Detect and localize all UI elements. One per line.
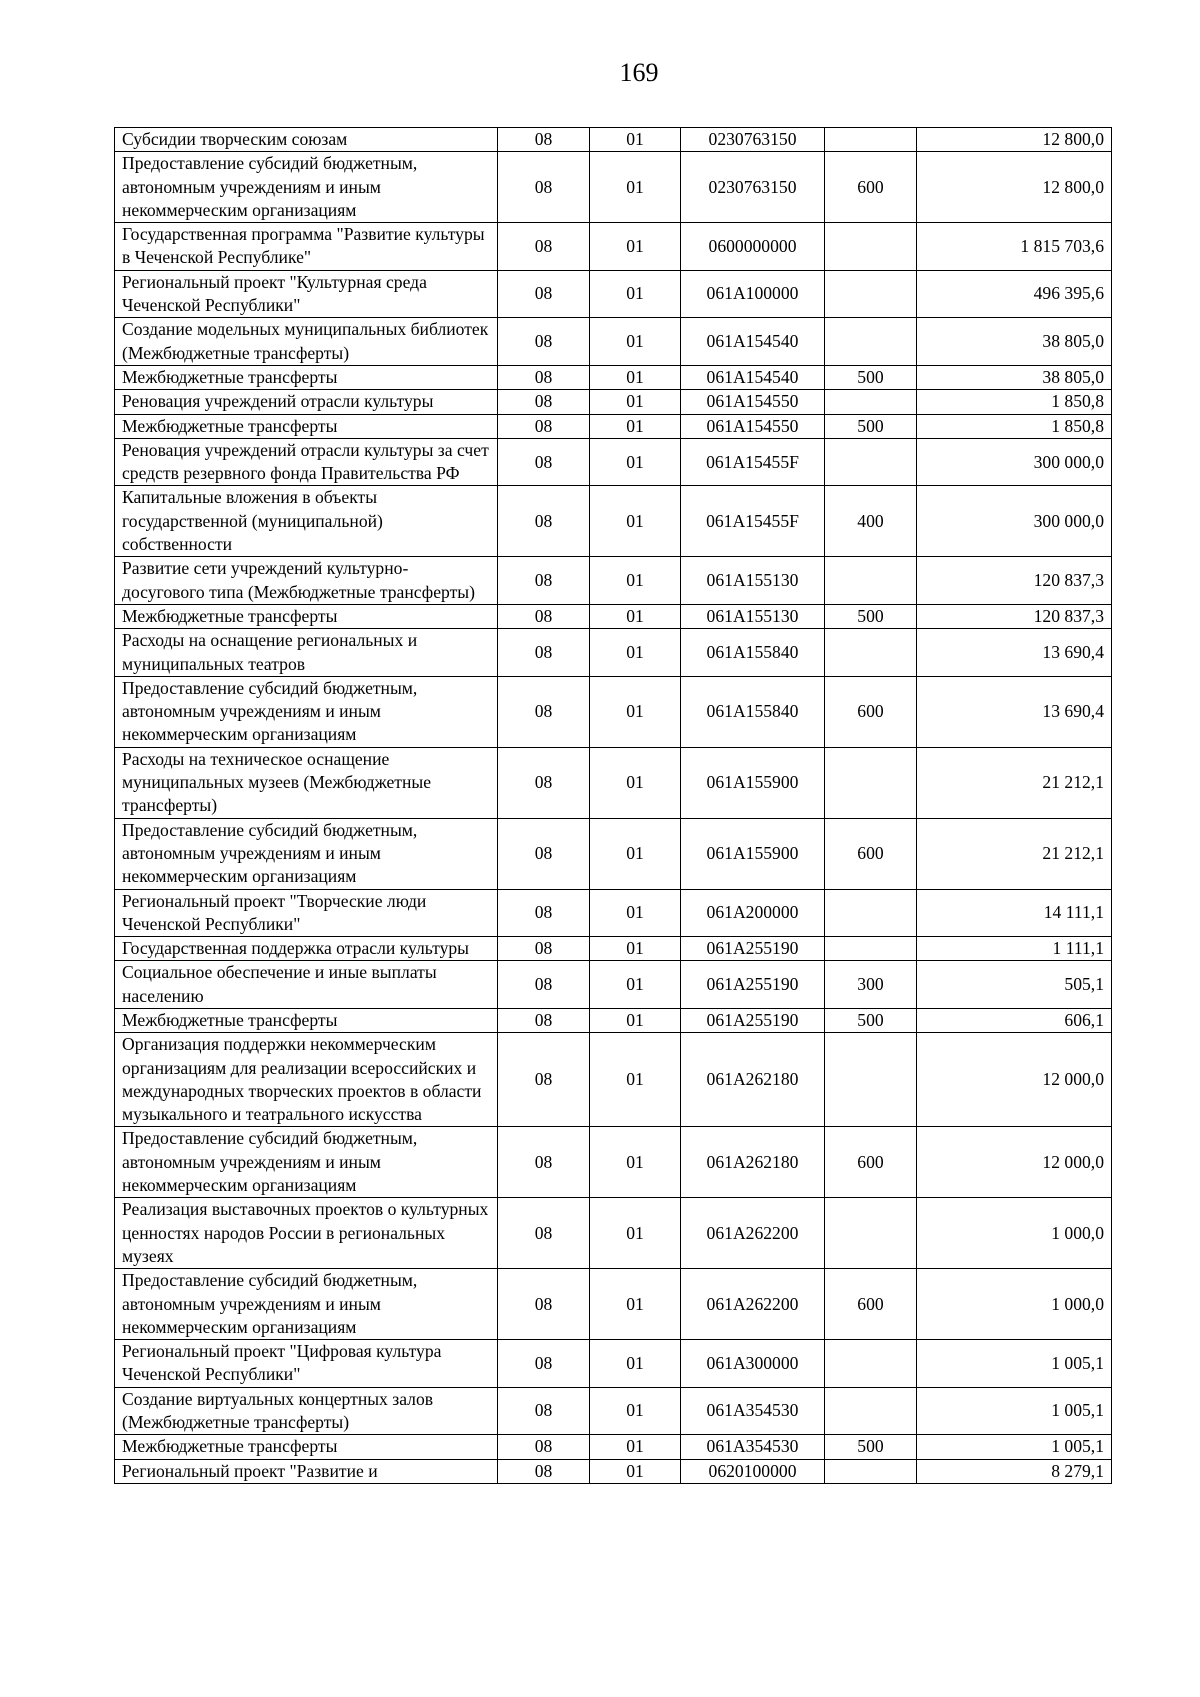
table-row bbox=[115, 629, 1112, 677]
subsection-code: 01 bbox=[590, 1459, 681, 1483]
expense-type-code: 600 bbox=[825, 676, 917, 747]
target-article-code: 061A155900 bbox=[681, 747, 825, 818]
target-article-code: 061A300000 bbox=[681, 1340, 825, 1388]
target-article-code: 061A154540 bbox=[681, 365, 825, 389]
expense-type-code: 600 bbox=[825, 152, 917, 223]
item-name: Государственная программа "Развитие культуры в Чеченской Республике" bbox=[115, 223, 498, 271]
item-name: Развитие сети учреждений культурно-досугового типа (Межбюджетные трансферты) bbox=[115, 557, 498, 605]
expense-type-code: 600 bbox=[825, 1127, 917, 1198]
subsection-code: 01 bbox=[590, 486, 681, 557]
item-name: Региональный проект "Цифровая культура Чеченской Республики" bbox=[115, 1340, 498, 1388]
table-row bbox=[115, 270, 1112, 318]
target-article-code: 061A354530 bbox=[681, 1387, 825, 1435]
target-article-code: 061A255190 bbox=[681, 961, 825, 1009]
table-row bbox=[115, 961, 1112, 1009]
table-row bbox=[115, 152, 1112, 223]
target-article-code: 061A155840 bbox=[681, 676, 825, 747]
section-code: 08 bbox=[498, 365, 590, 389]
table-row bbox=[115, 1127, 1112, 1198]
item-name: Капитальные вложения в объекты государственной (муниципальной) собственности bbox=[115, 486, 498, 557]
amount: 14 111,1 bbox=[917, 889, 1112, 937]
subsection-code: 01 bbox=[590, 557, 681, 605]
target-article-code: 061A100000 bbox=[681, 270, 825, 318]
subsection-code: 01 bbox=[590, 152, 681, 223]
target-article-code: 061A262200 bbox=[681, 1269, 825, 1340]
amount: 12 800,0 bbox=[917, 152, 1112, 223]
amount: 1 005,1 bbox=[917, 1340, 1112, 1388]
amount: 8 279,1 bbox=[917, 1459, 1112, 1483]
table-row bbox=[115, 486, 1112, 557]
section-code: 08 bbox=[498, 1435, 590, 1459]
expense-type-code bbox=[825, 937, 917, 961]
subsection-code: 01 bbox=[590, 937, 681, 961]
amount: 1 000,0 bbox=[917, 1269, 1112, 1340]
item-name: Реновация учреждений отрасли культуры bbox=[115, 390, 498, 414]
target-article-code: 061A262180 bbox=[681, 1127, 825, 1198]
table-row bbox=[115, 1269, 1112, 1340]
item-name: Создание виртуальных концертных залов (Межбюджетные трансферты) bbox=[115, 1387, 498, 1435]
section-code: 08 bbox=[498, 1340, 590, 1388]
page-number: 169 bbox=[619, 58, 659, 87]
subsection-code: 01 bbox=[590, 1127, 681, 1198]
subsection-code: 01 bbox=[590, 365, 681, 389]
expense-type-code: 500 bbox=[825, 1435, 917, 1459]
item-name: Предоставление субсидий бюджетным, автономным учреждениям и иным некоммерческим организациям bbox=[115, 1127, 498, 1198]
target-article-code: 061A154540 bbox=[681, 318, 825, 366]
table-row bbox=[115, 818, 1112, 889]
item-name: Региональный проект "Культурная среда Чеченской Республики" bbox=[115, 270, 498, 318]
amount: 606,1 bbox=[917, 1008, 1112, 1032]
amount: 13 690,4 bbox=[917, 629, 1112, 677]
expense-type-code bbox=[825, 629, 917, 677]
amount: 38 805,0 bbox=[917, 365, 1112, 389]
target-article-code: 0620100000 bbox=[681, 1459, 825, 1483]
subsection-code: 01 bbox=[590, 818, 681, 889]
section-code: 08 bbox=[498, 1008, 590, 1032]
amount: 38 805,0 bbox=[917, 318, 1112, 366]
amount: 1 005,1 bbox=[917, 1435, 1112, 1459]
item-name: Социальное обеспечение и иные выплаты населению bbox=[115, 961, 498, 1009]
item-name: Межбюджетные трансферты bbox=[115, 365, 498, 389]
item-name: Создание модельных муниципальных библиотек (Межбюджетные трансферты) bbox=[115, 318, 498, 366]
target-article-code: 061A255190 bbox=[681, 1008, 825, 1032]
subsection-code: 01 bbox=[590, 1033, 681, 1127]
amount: 300 000,0 bbox=[917, 486, 1112, 557]
expense-type-code bbox=[825, 223, 917, 271]
table-row bbox=[115, 889, 1112, 937]
table-row bbox=[115, 1435, 1112, 1459]
table-row bbox=[115, 1033, 1112, 1127]
expense-type-code bbox=[825, 1198, 917, 1269]
expense-type-code bbox=[825, 1033, 917, 1127]
section-code: 08 bbox=[498, 414, 590, 438]
table-row bbox=[115, 1198, 1112, 1269]
target-article-code: 061A155130 bbox=[681, 557, 825, 605]
item-name: Расходы на оснащение региональных и муниципальных театров bbox=[115, 629, 498, 677]
section-code: 08 bbox=[498, 889, 590, 937]
expense-type-code: 400 bbox=[825, 486, 917, 557]
amount: 1 850,8 bbox=[917, 414, 1112, 438]
subsection-code: 01 bbox=[590, 318, 681, 366]
expense-type-code bbox=[825, 318, 917, 366]
section-code: 08 bbox=[498, 1269, 590, 1340]
subsection-code: 01 bbox=[590, 889, 681, 937]
table-row bbox=[115, 1459, 1112, 1483]
amount: 496 395,6 bbox=[917, 270, 1112, 318]
section-code: 08 bbox=[498, 1127, 590, 1198]
item-name: Субсидии творческим союзам bbox=[115, 128, 498, 152]
subsection-code: 01 bbox=[590, 390, 681, 414]
target-article-code: 061A15455F bbox=[681, 438, 825, 486]
subsection-code: 01 bbox=[590, 1340, 681, 1388]
table-row bbox=[115, 318, 1112, 366]
section-code: 08 bbox=[498, 937, 590, 961]
subsection-code: 01 bbox=[590, 747, 681, 818]
expense-type-code: 500 bbox=[825, 414, 917, 438]
amount: 120 837,3 bbox=[917, 557, 1112, 605]
subsection-code: 01 bbox=[590, 1198, 681, 1269]
section-code: 08 bbox=[498, 390, 590, 414]
table-row bbox=[115, 676, 1112, 747]
item-name: Межбюджетные трансферты bbox=[115, 604, 498, 628]
item-name: Межбюджетные трансферты bbox=[115, 414, 498, 438]
section-code: 08 bbox=[498, 223, 590, 271]
target-article-code: 061A155900 bbox=[681, 818, 825, 889]
section-code: 08 bbox=[498, 270, 590, 318]
target-article-code: 061A200000 bbox=[681, 889, 825, 937]
section-code: 08 bbox=[498, 676, 590, 747]
subsection-code: 01 bbox=[590, 438, 681, 486]
amount: 21 212,1 bbox=[917, 747, 1112, 818]
amount: 505,1 bbox=[917, 961, 1112, 1009]
amount: 12 000,0 bbox=[917, 1033, 1112, 1127]
table-row bbox=[115, 414, 1112, 438]
section-code: 08 bbox=[498, 961, 590, 1009]
expense-type-code: 500 bbox=[825, 1008, 917, 1032]
item-name: Государственная поддержка отрасли культуры bbox=[115, 937, 498, 961]
section-code: 08 bbox=[498, 604, 590, 628]
table-row bbox=[115, 747, 1112, 818]
amount: 120 837,3 bbox=[917, 604, 1112, 628]
expense-type-code: 500 bbox=[825, 365, 917, 389]
amount: 1 815 703,6 bbox=[917, 223, 1112, 271]
subsection-code: 01 bbox=[590, 223, 681, 271]
table-row bbox=[115, 1387, 1112, 1435]
target-article-code: 061A154550 bbox=[681, 414, 825, 438]
target-article-code: 0230763150 bbox=[681, 128, 825, 152]
table-row bbox=[115, 390, 1112, 414]
item-name: Предоставление субсидий бюджетным, автономным учреждениям и иным некоммерческим организациям bbox=[115, 1269, 498, 1340]
item-name: Расходы на техническое оснащение муниципальных музеев (Межбюджетные трансферты) bbox=[115, 747, 498, 818]
item-name: Межбюджетные трансферты bbox=[115, 1435, 498, 1459]
subsection-code: 01 bbox=[590, 414, 681, 438]
subsection-code: 01 bbox=[590, 1008, 681, 1032]
target-article-code: 061A354530 bbox=[681, 1435, 825, 1459]
section-code: 08 bbox=[498, 1387, 590, 1435]
section-code: 08 bbox=[498, 438, 590, 486]
subsection-code: 01 bbox=[590, 961, 681, 1009]
table-row bbox=[115, 438, 1112, 486]
expense-type-code bbox=[825, 128, 917, 152]
section-code: 08 bbox=[498, 629, 590, 677]
expense-type-code: 600 bbox=[825, 1269, 917, 1340]
table-row bbox=[115, 1008, 1112, 1032]
table-row bbox=[115, 937, 1112, 961]
subsection-code: 01 bbox=[590, 1269, 681, 1340]
subsection-code: 01 bbox=[590, 128, 681, 152]
amount: 21 212,1 bbox=[917, 818, 1112, 889]
target-article-code: 061A262180 bbox=[681, 1033, 825, 1127]
section-code: 08 bbox=[498, 747, 590, 818]
expense-type-code bbox=[825, 747, 917, 818]
expense-type-code bbox=[825, 1340, 917, 1388]
table-row bbox=[115, 1340, 1112, 1388]
subsection-code: 01 bbox=[590, 604, 681, 628]
target-article-code: 061A262200 bbox=[681, 1198, 825, 1269]
item-name: Межбюджетные трансферты bbox=[115, 1008, 498, 1032]
expense-type-code bbox=[825, 438, 917, 486]
section-code: 08 bbox=[498, 486, 590, 557]
item-name: Региональный проект "Развитие и bbox=[115, 1459, 498, 1483]
item-name: Предоставление субсидий бюджетным, автономным учреждениям и иным некоммерческим организациям bbox=[115, 676, 498, 747]
section-code: 08 bbox=[498, 318, 590, 366]
table-row bbox=[115, 604, 1112, 628]
subsection-code: 01 bbox=[590, 270, 681, 318]
expense-type-code: 300 bbox=[825, 961, 917, 1009]
subsection-code: 01 bbox=[590, 676, 681, 747]
amount: 12 800,0 bbox=[917, 128, 1112, 152]
section-code: 08 bbox=[498, 1459, 590, 1483]
target-article-code: 061A255190 bbox=[681, 937, 825, 961]
target-article-code: 061A155840 bbox=[681, 629, 825, 677]
amount: 300 000,0 bbox=[917, 438, 1112, 486]
expense-type-code bbox=[825, 557, 917, 605]
expense-type-code bbox=[825, 889, 917, 937]
section-code: 08 bbox=[498, 1198, 590, 1269]
amount: 1 005,1 bbox=[917, 1387, 1112, 1435]
item-name: Реализация выставочных проектов о культурных ценностях народов России в региональных музеях bbox=[115, 1198, 498, 1269]
item-name: Организация поддержки некоммерческим организациям для реализации всероссийских и международных творческих проектов в области музыкального и театрального искусства bbox=[115, 1033, 498, 1127]
amount: 1 111,1 bbox=[917, 937, 1112, 961]
table-row bbox=[115, 223, 1112, 271]
subsection-code: 01 bbox=[590, 1435, 681, 1459]
section-code: 08 bbox=[498, 1033, 590, 1127]
table-row bbox=[115, 128, 1112, 152]
table-row bbox=[115, 557, 1112, 605]
item-name: Предоставление субсидий бюджетным, автономным учреждениям и иным некоммерческим организациям bbox=[115, 152, 498, 223]
section-code: 08 bbox=[498, 818, 590, 889]
target-article-code: 0230763150 bbox=[681, 152, 825, 223]
expense-type-code: 600 bbox=[825, 818, 917, 889]
section-code: 08 bbox=[498, 128, 590, 152]
target-article-code: 061A155130 bbox=[681, 604, 825, 628]
subsection-code: 01 bbox=[590, 1387, 681, 1435]
subsection-code: 01 bbox=[590, 629, 681, 677]
expense-type-code: 500 bbox=[825, 604, 917, 628]
expense-type-code bbox=[825, 1387, 917, 1435]
item-name: Региональный проект "Творческие люди Чеченской Республики" bbox=[115, 889, 498, 937]
target-article-code: 0600000000 bbox=[681, 223, 825, 271]
expense-type-code bbox=[825, 390, 917, 414]
amount: 1 000,0 bbox=[917, 1198, 1112, 1269]
expense-type-code bbox=[825, 270, 917, 318]
item-name: Реновация учреждений отрасли культуры за счет средств резервного фонда Правительства РФ bbox=[115, 438, 498, 486]
section-code: 08 bbox=[498, 152, 590, 223]
budget-table bbox=[114, 127, 1112, 1484]
item-name: Предоставление субсидий бюджетным, автономным учреждениям и иным некоммерческим организациям bbox=[115, 818, 498, 889]
target-article-code: 061A154550 bbox=[681, 390, 825, 414]
expense-type-code bbox=[825, 1459, 917, 1483]
amount: 13 690,4 bbox=[917, 676, 1112, 747]
table-row bbox=[115, 365, 1112, 389]
section-code: 08 bbox=[498, 557, 590, 605]
amount: 1 850,8 bbox=[917, 390, 1112, 414]
target-article-code: 061A15455F bbox=[681, 486, 825, 557]
amount: 12 000,0 bbox=[917, 1127, 1112, 1198]
